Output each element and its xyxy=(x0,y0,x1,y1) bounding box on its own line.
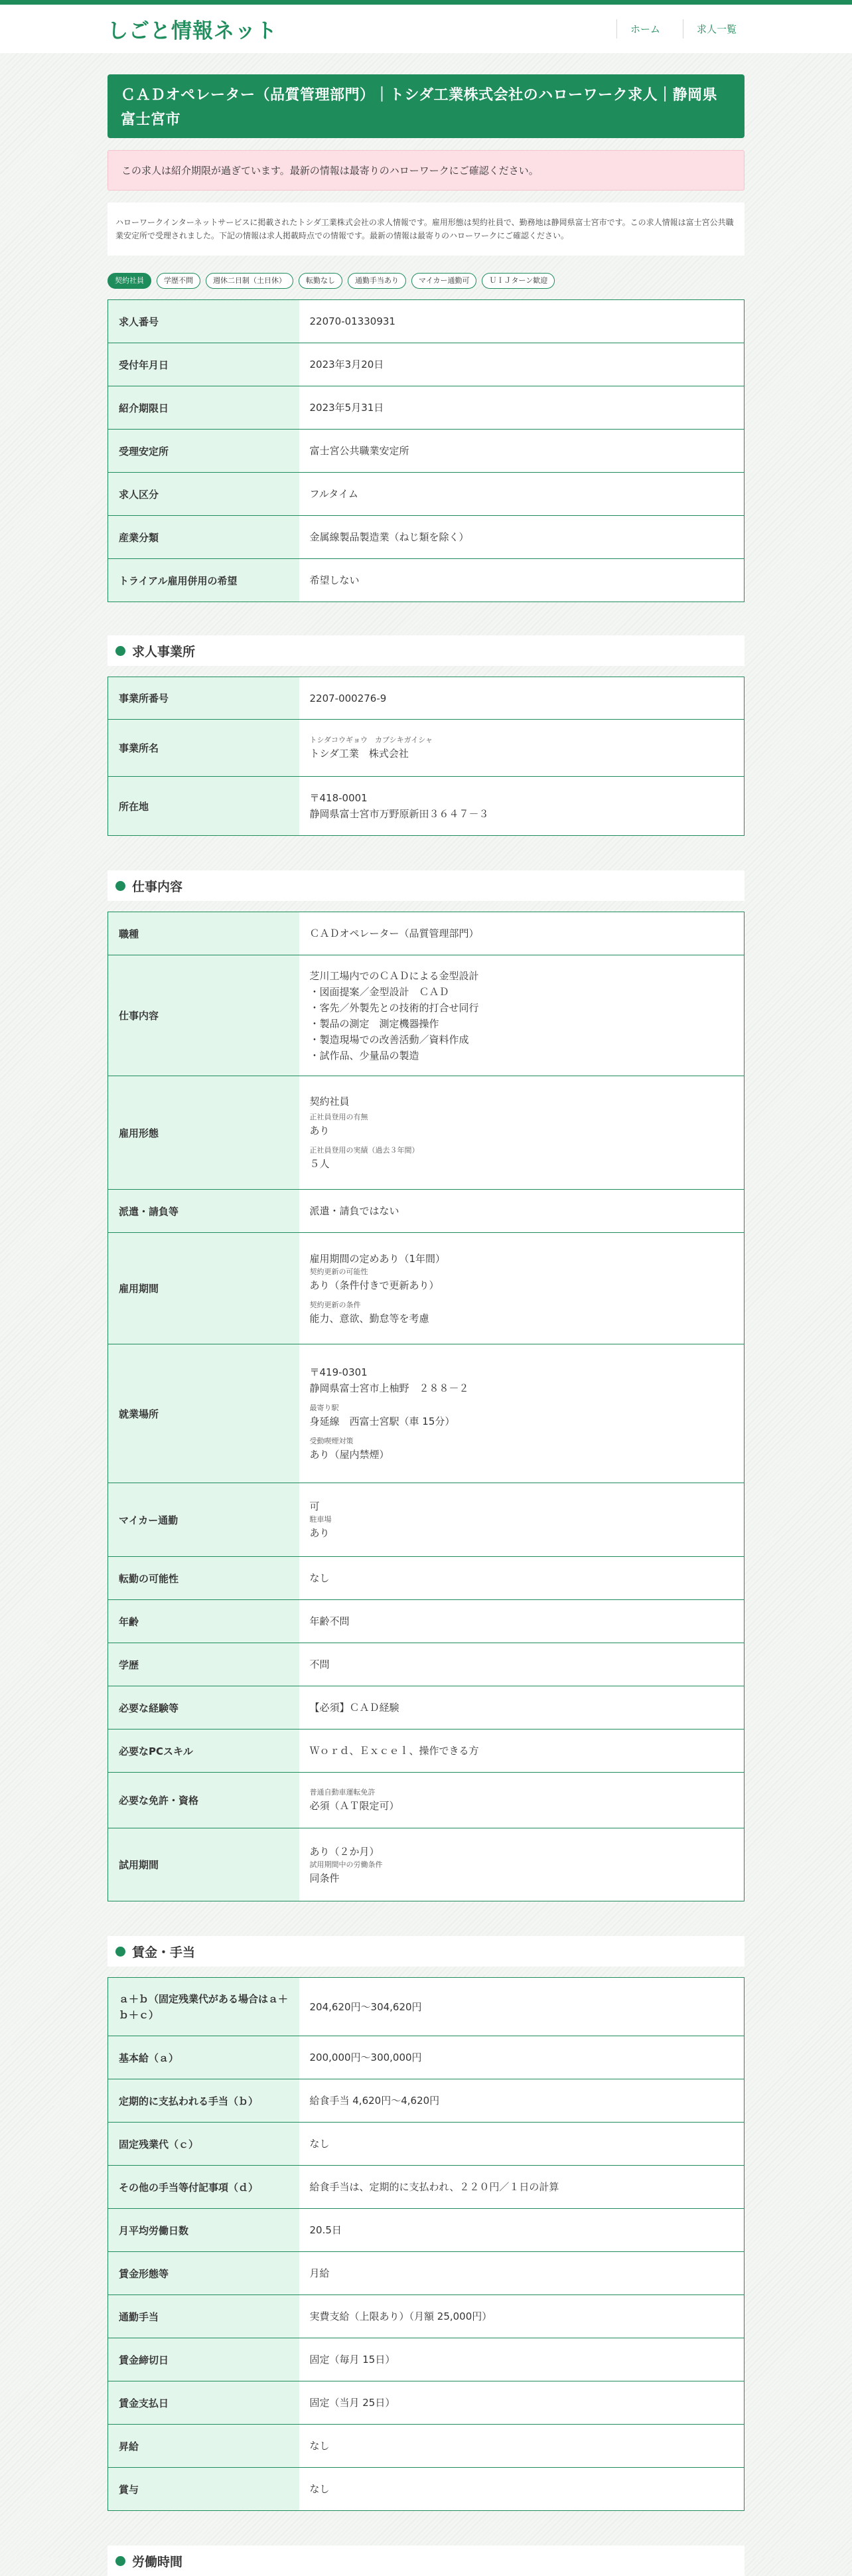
table-row xyxy=(108,2209,745,2252)
row-label: 賞与 xyxy=(108,2468,299,2511)
row-value: 2023年5月31日 xyxy=(299,386,745,430)
row-label: 年齢 xyxy=(108,1600,299,1643)
row-value xyxy=(299,777,745,836)
table-row xyxy=(108,559,745,602)
row-label: 求人番号 xyxy=(108,300,299,343)
row-value: なし xyxy=(299,2468,745,2511)
row-label: 受付年月日 xyxy=(108,343,299,386)
table-row xyxy=(108,720,745,777)
row-value xyxy=(299,1233,745,1344)
table-row xyxy=(108,1233,745,1344)
row-value: 固定（当月 25日） xyxy=(299,2381,745,2425)
row-label: 定期的に支払われる手当（ｂ） xyxy=(108,2079,299,2123)
table-row xyxy=(108,2123,745,2166)
row-value: ＣＡＤオペレーター（品質管理部門） xyxy=(299,912,745,955)
nav-home-link[interactable]: ホーム xyxy=(616,19,668,39)
row-label: 基本給（ａ） xyxy=(108,2036,299,2079)
row-value: 2207-000276-9 xyxy=(299,677,745,720)
row-value: 派遣・請負ではない xyxy=(299,1190,745,1233)
table-row xyxy=(108,1483,745,1557)
table-row xyxy=(108,2425,745,2468)
row-value: 22070-01330931 xyxy=(299,300,745,343)
sub-value: あり（条件付きで更新あり） xyxy=(309,1279,439,1291)
table-row xyxy=(108,1686,745,1730)
content-line: ・試作品、少量品の製造 xyxy=(309,1049,419,1062)
content-line: ・客先／外製先との技術的打合せ同行 xyxy=(309,1001,479,1014)
table-row xyxy=(108,516,745,559)
content-line: ・製造現場での改善活動／資料作成 xyxy=(309,1033,469,1046)
row-value: 2023年3月20日 xyxy=(299,343,745,386)
sub-label: 試用期間中の労働条件 xyxy=(309,1860,383,1869)
top-accent-bar xyxy=(0,0,852,5)
table-row xyxy=(108,473,745,516)
row-value: 固定（毎月 15日） xyxy=(299,2338,745,2381)
intro-text: ハローワークインターネットサービスに掲載されたトシダ工業株式会社の求人情報です。雇用形態は契約社員で、勤務地は静岡県富士宮市です。この求人情報は富士宮公共職業安定所で受理されました。下記の情報は求人掲載時点での情報です。最新の情報は最寄りのハローワークにご確認ください。 xyxy=(107,202,745,256)
office-zip: 〒418-0001 xyxy=(309,792,368,804)
sub-label: 正社員登用の実績（過去３年間） xyxy=(309,1146,419,1155)
sub-value: 同条件 xyxy=(309,1872,340,1884)
page-title: ＣＡＤオペレーター（品質管理部門）｜トシダ工業株式会社のハローワーク求人｜静岡県富士宮市 xyxy=(107,74,745,138)
tag-commute-allowance: 通勤手当あり xyxy=(348,273,406,289)
table-row xyxy=(108,430,745,473)
table-row xyxy=(108,2381,745,2425)
row-label: 試用期間 xyxy=(108,1828,299,1901)
section-dot-icon xyxy=(115,881,125,891)
row-value: 給食手当は、定期的に支払われ、２２０円／１日の計算 xyxy=(299,2166,745,2209)
row-label: 必要な免許・資格 xyxy=(108,1773,299,1828)
section-heading-hours xyxy=(107,2545,745,2576)
row-label: 職種 xyxy=(108,912,299,955)
site-header xyxy=(0,5,852,53)
place-zip: 〒419-0301 xyxy=(309,1366,368,1378)
row-value xyxy=(299,1483,745,1557)
basic-info-table xyxy=(107,299,745,602)
office-table xyxy=(107,677,745,836)
table-row xyxy=(108,677,745,720)
row-value: 給食手当 4,620円〜4,620円 xyxy=(299,2079,745,2123)
sub-value: ５人 xyxy=(309,1158,330,1170)
sub-value: あり xyxy=(309,1527,330,1539)
section-heading-wage xyxy=(107,1936,745,1967)
row-label: 必要なPCスキル xyxy=(108,1730,299,1773)
row-value: 不問 xyxy=(299,1643,745,1686)
table-row xyxy=(108,777,745,836)
row-label: ａ＋ｂ（固定残業代がある場合はａ＋ｂ＋ｃ） xyxy=(108,1978,299,2036)
sub-value: 身延線 西富士宮駅（車 15分） xyxy=(309,1415,455,1427)
row-value xyxy=(299,1828,745,1901)
row-value xyxy=(299,720,745,777)
row-value: 204,620円〜304,620円 xyxy=(299,1978,745,2036)
section-title: 仕事内容 xyxy=(132,879,183,894)
row-value: 20.5日 xyxy=(299,2209,745,2252)
row-value: 実費支給（上限あり）（月額 25,000円） xyxy=(299,2295,745,2338)
tag-no-transfer: 転勤なし xyxy=(299,273,342,289)
row-label: 仕事内容 xyxy=(108,955,299,1076)
row-label: その他の手当等付記事項（ｄ） xyxy=(108,2166,299,2209)
row-label: マイカー通勤 xyxy=(108,1483,299,1557)
row-label: 必要な経験等 xyxy=(108,1686,299,1730)
office-name: トシダ工業 株式会社 xyxy=(309,747,409,760)
sub-label: 駐車場 xyxy=(309,1515,332,1524)
table-row xyxy=(108,1557,745,1600)
sub-label: 契約更新の条件 xyxy=(309,1300,361,1309)
table-row xyxy=(108,1978,745,2036)
row-label: 賃金形態等 xyxy=(108,2252,299,2295)
table-row xyxy=(108,2166,745,2209)
section-dot-icon xyxy=(115,1947,125,1957)
row-label: 求人区分 xyxy=(108,473,299,516)
nav-job-list-link[interactable]: 求人一覧 xyxy=(683,19,745,39)
row-label: 所在地 xyxy=(108,777,299,836)
row-value: 金属線製品製造業（ねじ類を除く） xyxy=(299,516,745,559)
row-value: なし xyxy=(299,2425,745,2468)
content-line: ・図面提案／金型設計 ＣＡＤ xyxy=(309,985,449,998)
top-nav xyxy=(616,19,745,39)
row-label: 事業所名 xyxy=(108,720,299,777)
row-label: 昇給 xyxy=(108,2425,299,2468)
sub-value: あり xyxy=(309,1125,330,1137)
row-value: 富士宮公共職業安定所 xyxy=(299,430,745,473)
row-value xyxy=(299,955,745,1076)
row-value: Ｗｏｒｄ、Ｅｘｃｅｌ、操作できる方 xyxy=(299,1730,745,1773)
content-line: ・製品の測定 測定機器操作 xyxy=(309,1017,439,1030)
row-value xyxy=(299,1344,745,1483)
period-value: 雇用期間の定めあり（1年間） xyxy=(309,1252,446,1265)
table-row xyxy=(108,1828,745,1901)
tag-contract: 契約社員 xyxy=(107,273,151,289)
table-row xyxy=(108,1730,745,1773)
row-label: 就業場所 xyxy=(108,1344,299,1483)
row-value: 200,000円〜300,000円 xyxy=(299,2036,745,2079)
table-row xyxy=(108,1600,745,1643)
section-title: 求人事業所 xyxy=(132,644,196,659)
tag-car-commute: マイカー通勤可 xyxy=(411,273,476,289)
table-row xyxy=(108,2295,745,2338)
table-row xyxy=(108,2252,745,2295)
table-row xyxy=(108,1190,745,1233)
office-address: 静岡県富士宮市万野原新田３６４７－３ xyxy=(309,808,489,820)
tag-list xyxy=(107,273,745,289)
row-value: 月給 xyxy=(299,2252,745,2295)
trial-value: あり（２か月） xyxy=(309,1845,380,1858)
tag-weekend: 週休二日制（土日休） xyxy=(206,273,293,289)
place-address: 静岡県富士宮市上柚野 ２８８－２ xyxy=(309,1382,469,1394)
row-value: フルタイム xyxy=(299,473,745,516)
section-dot-icon xyxy=(115,2556,125,2566)
section-title: 賃金・手当 xyxy=(132,1945,196,1960)
sub-value: 能力、意欲、勤怠等を考慮 xyxy=(309,1312,429,1325)
row-label: 紹介期限日 xyxy=(108,386,299,430)
row-label: 産業分類 xyxy=(108,516,299,559)
row-value: なし xyxy=(299,2123,745,2166)
table-row xyxy=(108,2036,745,2079)
row-label: トライアル雇用併用の希望 xyxy=(108,559,299,602)
sub-label: 普通自動車運転免許 xyxy=(309,1787,376,1797)
section-dot-icon xyxy=(115,646,125,656)
sub-label: 受動喫煙対策 xyxy=(309,1437,354,1445)
employment-type: 契約社員 xyxy=(309,1095,350,1107)
row-value: 希望しない xyxy=(299,559,745,602)
row-label: 転勤の可能性 xyxy=(108,1557,299,1600)
row-label: 受理安定所 xyxy=(108,430,299,473)
row-label: 賃金締切日 xyxy=(108,2338,299,2381)
sub-value: あり（屋内禁煙） xyxy=(309,1449,390,1461)
table-row xyxy=(108,1344,745,1483)
table-row xyxy=(108,955,745,1076)
table-row xyxy=(108,343,745,386)
sub-label: 最寄り駅 xyxy=(309,1404,339,1412)
row-value: なし xyxy=(299,1557,745,1600)
row-value xyxy=(299,1773,745,1828)
car-value: 可 xyxy=(309,1500,320,1512)
site-logo[interactable]: しごと情報ネット xyxy=(107,19,277,43)
job-table xyxy=(107,912,745,1901)
table-row xyxy=(108,2079,745,2123)
table-row xyxy=(108,2468,745,2511)
row-label: 学歴 xyxy=(108,1643,299,1686)
tag-education: 学歴不問 xyxy=(157,273,200,289)
table-row xyxy=(108,1076,745,1190)
row-label: 雇用形態 xyxy=(108,1076,299,1190)
section-heading-job xyxy=(107,870,745,901)
sub-label: 契約更新の可能性 xyxy=(309,1267,368,1276)
row-label: 事業所番号 xyxy=(108,677,299,720)
main-content xyxy=(107,74,745,2576)
row-label: 固定残業代（ｃ） xyxy=(108,2123,299,2166)
table-row xyxy=(108,300,745,343)
sub-label: 正社員登用の有無 xyxy=(309,1113,368,1121)
table-row xyxy=(108,1643,745,1686)
table-row xyxy=(108,2338,745,2381)
table-row xyxy=(108,386,745,430)
table-row xyxy=(108,912,745,955)
row-value: 【必須】ＣＡＤ経験 xyxy=(299,1686,745,1730)
row-value xyxy=(299,1076,745,1190)
row-label: 通勤手当 xyxy=(108,2295,299,2338)
row-label: 雇用期間 xyxy=(108,1233,299,1344)
content-line: 芝川工場内でのＣＡＤによる金型設計 xyxy=(309,969,479,982)
section-title: 労働時間 xyxy=(132,2554,183,2569)
row-label: 月平均労働日数 xyxy=(108,2209,299,2252)
office-name-kana: トシダコウギョウ カブシキガイシャ xyxy=(309,735,433,744)
expired-alert: この求人は紹介期限が過ぎています。最新の情報は最寄りのハローワークにご確認ください。 xyxy=(107,150,745,191)
section-heading-office xyxy=(107,635,745,666)
sub-value: 必須（ＡＴ限定可） xyxy=(309,1799,399,1812)
table-row xyxy=(108,1773,745,1828)
tag-uij: ＵＩＪターン歓迎 xyxy=(482,273,555,289)
row-label: 賃金支払日 xyxy=(108,2381,299,2425)
wage-table xyxy=(107,1977,745,2511)
row-value: 年齢不問 xyxy=(299,1600,745,1643)
row-label: 派遣・請負等 xyxy=(108,1190,299,1233)
